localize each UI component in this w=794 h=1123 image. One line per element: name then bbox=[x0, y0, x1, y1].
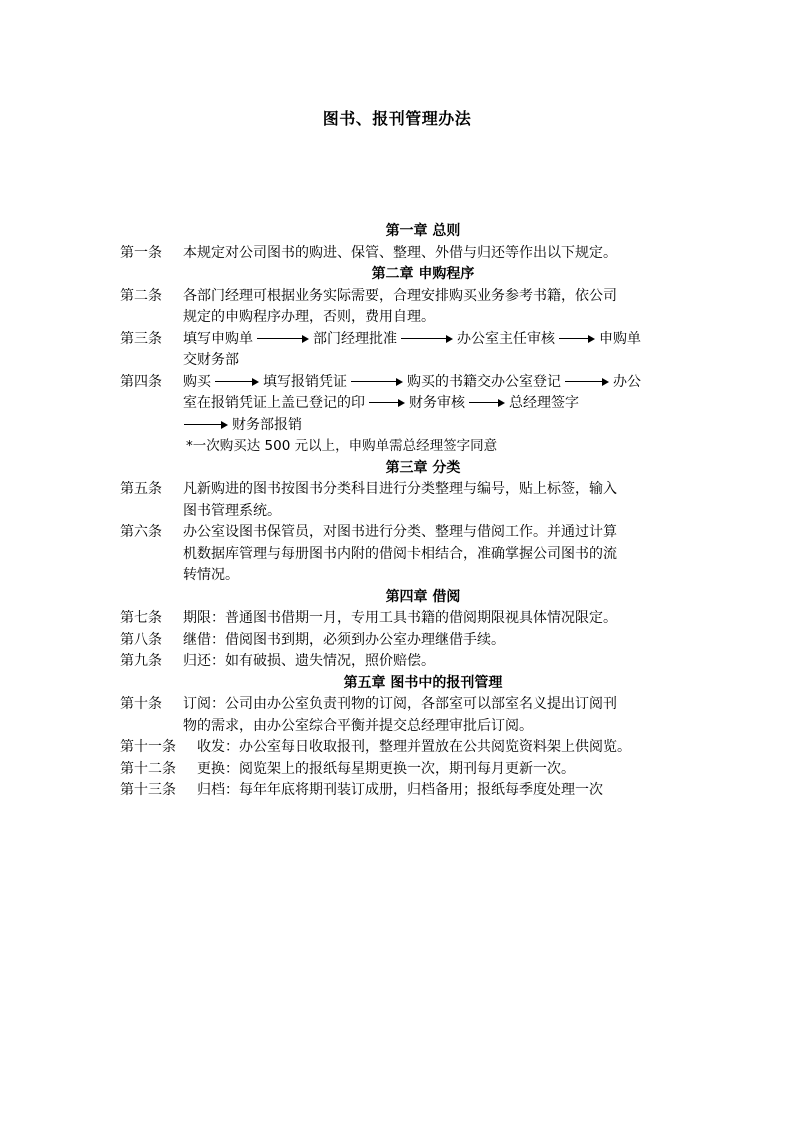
article-text: 归档：每年年底将期刊装订成册，归档备用；报纸每季度处理一次 bbox=[197, 782, 603, 798]
article-text-line: 交财务部 bbox=[183, 352, 239, 368]
article-text-line: 办公室设图书保管员，对图书进行分类、整理与借阅工作。并通过计算 bbox=[183, 524, 617, 540]
article-label: 第十条 bbox=[120, 696, 162, 712]
article-5 bbox=[120, 479, 690, 522]
article-label: 第十一条 bbox=[120, 739, 176, 755]
article-text-line: 各部门经理可根据业务实际需要，合理安排购买业务参考书籍，依公司 bbox=[183, 287, 617, 304]
flow-step: 申购单 bbox=[599, 330, 641, 347]
article-text: 归还：如有破损、遗失情况，照价赔偿。 bbox=[183, 653, 435, 669]
arrow-right-icon bbox=[351, 377, 403, 387]
document-body bbox=[120, 221, 690, 802]
article-label: 第九条 bbox=[120, 653, 162, 669]
article-9 bbox=[120, 651, 690, 673]
flow-step: 室在报销凭证上盖已登记的印 bbox=[183, 395, 365, 411]
flow-step: 填写申购单 bbox=[183, 330, 253, 347]
article-text-line: 订阅：公司由办公室负责刊物的订阅，各部室可以部室名义提出订阅刊 bbox=[183, 696, 617, 712]
article-text-line: 转情况。 bbox=[183, 567, 239, 583]
article-text-line: 规定的申购程序办理，否则，费用自理。 bbox=[183, 309, 435, 325]
article-text: 更换：阅览架上的报纸每星期更换一次，期刊每月更新一次。 bbox=[197, 760, 575, 777]
article-8 bbox=[120, 630, 690, 652]
process-flow-continued bbox=[183, 393, 690, 415]
flow-step: 办公 bbox=[613, 373, 641, 390]
article-label: 第五条 bbox=[120, 481, 162, 497]
article-13 bbox=[120, 780, 690, 802]
article-label: 第一条 bbox=[120, 244, 162, 261]
arrow-right-icon bbox=[369, 398, 405, 408]
article-3 bbox=[120, 329, 690, 372]
process-flow bbox=[183, 372, 690, 394]
article-2 bbox=[120, 286, 690, 329]
article-11 bbox=[120, 737, 690, 759]
article-text-line: 图书管理系统。 bbox=[183, 502, 281, 519]
process-flow-final bbox=[120, 415, 690, 437]
article-label: 第二条 bbox=[120, 287, 162, 304]
arrow-right-icon bbox=[257, 334, 309, 344]
article-text-line: 凡新购进的图书按图书分类科目进行分类整理与编号，贴上标签，输入 bbox=[183, 481, 617, 497]
chapter-heading-1: 第一章 总则 bbox=[385, 223, 461, 239]
article-7 bbox=[120, 608, 690, 630]
article-12 bbox=[120, 759, 690, 781]
article-text: 收发：办公室每日收取报刊，整理并置放在公共阅览资料架上供阅览。 bbox=[197, 739, 631, 755]
article-text: 期限：普通图书借期一月，专用工具书籍的借阅期限视具体情况限定。 bbox=[183, 610, 617, 626]
flow-step: 部门经理批准 bbox=[313, 330, 397, 347]
arrow-right-icon bbox=[565, 377, 609, 387]
chapter-heading-4: 第四章 借阅 bbox=[385, 588, 461, 605]
article-4 bbox=[120, 372, 690, 415]
arrow-right-icon bbox=[401, 334, 453, 344]
chapter-heading-2: 第二章 申购程序 bbox=[371, 266, 475, 282]
flow-step: 财务部报销 bbox=[232, 416, 302, 433]
article-label: 第三条 bbox=[120, 330, 162, 347]
article-label: 第七条 bbox=[120, 610, 162, 626]
arrow-right-icon bbox=[559, 334, 595, 344]
purchase-note: *一次购买达 500 元以上，申购单需总经理签字同意 bbox=[186, 438, 498, 454]
flow-step: 总经理签字 bbox=[509, 395, 579, 411]
flow-step: 购买的书籍交办公室登记 bbox=[407, 373, 561, 390]
document-title: 图书、报刊管理办法 bbox=[322, 109, 472, 128]
article-text-line: 物的需求，由办公室综合平衡并提交总经理审批后订阅。 bbox=[183, 717, 533, 734]
article-label: 第八条 bbox=[120, 631, 162, 648]
flow-step: 购买 bbox=[183, 373, 211, 390]
arrow-right-icon bbox=[184, 420, 228, 430]
chapter-heading-5: 第五章 图书中的报刊管理 bbox=[343, 674, 503, 691]
article-text: 本规定对公司图书的购进、保管、整理、外借与归还等作出以下规定。 bbox=[183, 244, 617, 261]
article-label: 第十三条 bbox=[120, 782, 176, 798]
article-label: 第十二条 bbox=[120, 760, 176, 777]
article-10 bbox=[120, 694, 690, 737]
flow-step: 填写报销凭证 bbox=[263, 373, 347, 390]
article-text: 继借：借阅图书到期，必须到办公室办理继借手续。 bbox=[183, 631, 505, 648]
article-label: 第六条 bbox=[120, 524, 162, 540]
arrow-right-icon bbox=[469, 398, 505, 408]
article-text-line: 机数据库管理与每册图书内附的借阅卡相结合，准确掌握公司图书的流 bbox=[183, 545, 617, 562]
flow-step: 办公室主任审核 bbox=[457, 330, 555, 347]
article-label: 第四条 bbox=[120, 373, 162, 390]
article-6 bbox=[120, 522, 690, 587]
chapter-heading-3: 第三章 分类 bbox=[385, 459, 461, 476]
article-1 bbox=[120, 243, 690, 265]
arrow-right-icon bbox=[215, 377, 259, 387]
flow-step: 财务审核 bbox=[409, 395, 465, 411]
process-flow bbox=[183, 329, 690, 351]
